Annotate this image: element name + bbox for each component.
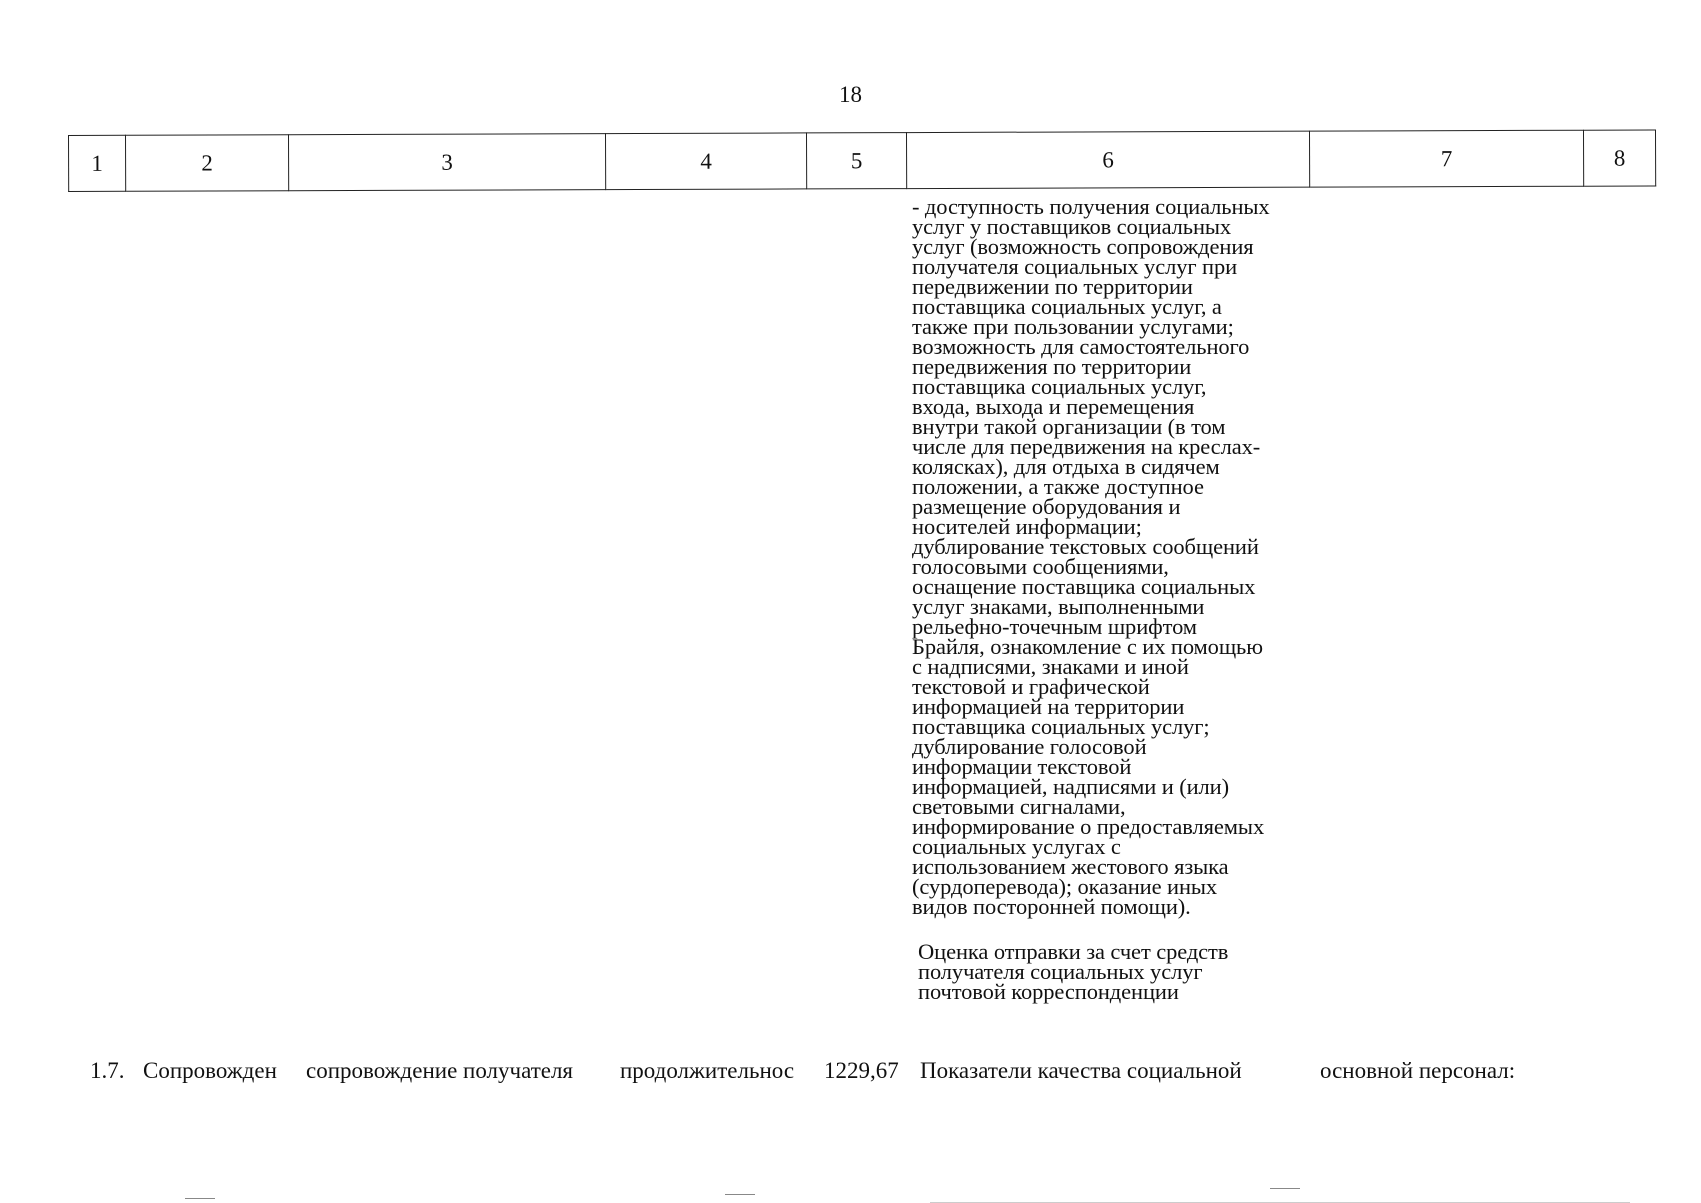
service-staff: основной персонал:	[1320, 1058, 1516, 1083]
column-number-header	[68, 129, 1656, 192]
header-col-7: 7	[1309, 130, 1583, 187]
column6-continuation-text: - доступность получения социальных услуг у поставщиков социальных услуг (возможность сопровождения получателя социальных услуг при передвижении по территории поставщика социальных услуг, а также при пользовании услугами; возможность для самостоятельного передвижения по территории поставщика социальных услуг, входа, выхода и перемещения внутри такой организации (в том числе для передвижения на креслах- колясках), для отдыха в сидячем положении, а также доступное размещение оборудования и носителей информации; дублирование текстовых сообщений голосовыми сообщениями, оснащение поставщика социальных услуг знаками, выполненными рельефно-точечным шрифтом Брайля, ознакомление с их помощью с надписями, знаками и иной текстовой и графической информацией на территории поставщика социальных услуг; дублирование голосовой информации текстовой информацией, надписями и (или) световыми сигналами, информирование о предоставляемых социальных услугах с использованием жестового языка (сурдоперевода); оказание иных видов посторонней помощи).	[912, 194, 1270, 919]
header-col-4: 4	[605, 133, 806, 190]
page-number: 18	[839, 82, 862, 107]
header-col-1: 1	[69, 135, 126, 191]
header-col-5: 5	[806, 133, 906, 189]
service-duration: продолжительнос	[620, 1058, 795, 1083]
scan-artifact-line	[725, 1194, 755, 1195]
header-col-3: 3	[289, 134, 606, 191]
scan-artifact-line	[1270, 1188, 1300, 1189]
service-quality: Показатели качества социальной	[920, 1058, 1242, 1083]
header-col-6: 6	[906, 131, 1309, 188]
header-col-2: 2	[126, 135, 289, 192]
column6-assessment-text: Оценка отправки за счет средств получателя социальных услуг почтовой корреспонденции	[918, 939, 1229, 1004]
service-tariff: 1229,67	[824, 1058, 899, 1083]
header-col-8: 8	[1583, 130, 1655, 186]
service-description: сопровождение получателя	[306, 1058, 574, 1083]
scan-artifact-line	[185, 1198, 215, 1199]
row-number: 1.7.	[90, 1058, 125, 1083]
service-name: Сопровожден	[143, 1058, 277, 1083]
